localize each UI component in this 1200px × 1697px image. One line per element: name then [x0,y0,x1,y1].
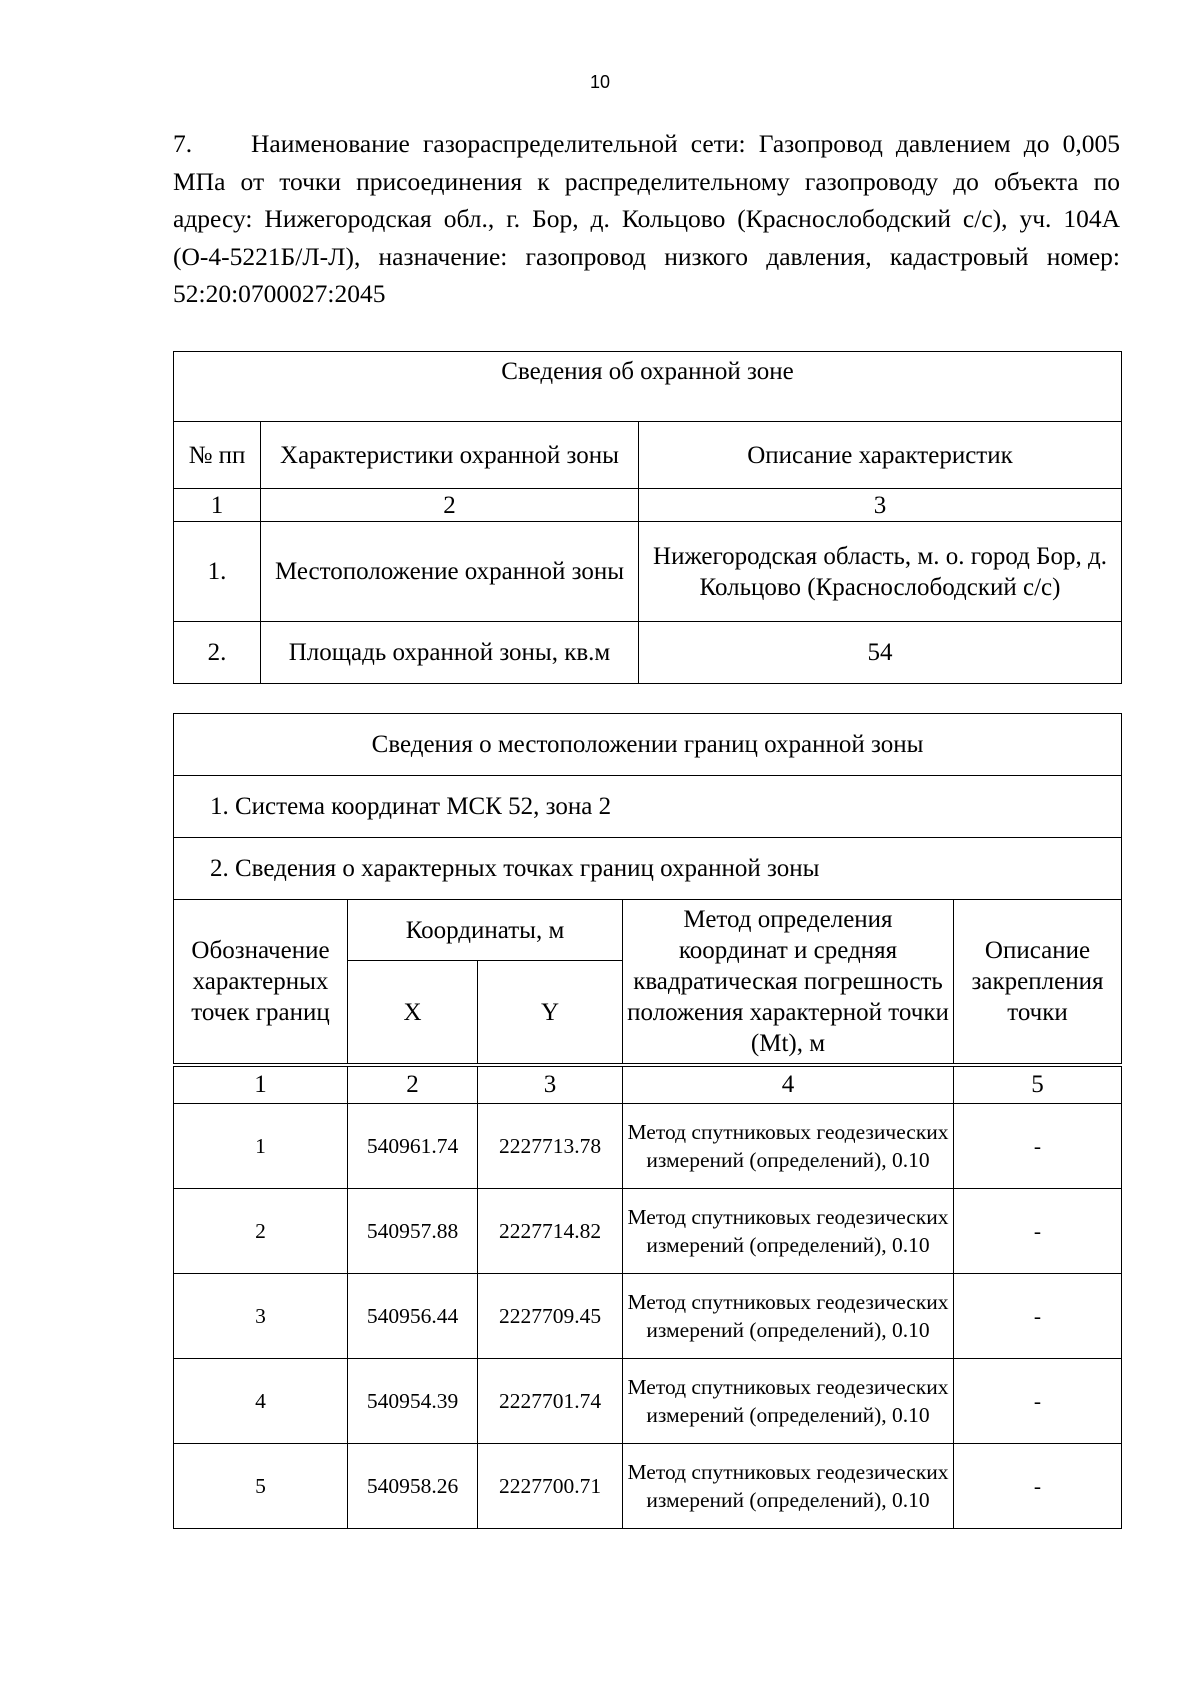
point-fixing: - [954,1189,1122,1274]
point-fixing: - [954,1274,1122,1359]
point-y: 2227713.78 [478,1104,623,1189]
header-fixing: Описание закрепления точки [954,900,1122,1064]
point-y: 2227701.74 [478,1359,623,1444]
header-characteristics: Характеристики охранной зоны [261,422,639,489]
row-number: 1. [174,522,261,622]
point-method: Метод спутниковых геодезических измерений (определений), 0.10 [623,1359,954,1444]
point-fixing: - [954,1359,1122,1444]
boundary-location-table [173,713,1122,1064]
point-id: 4 [174,1359,348,1444]
header-designation: Обозначение характерных точек границ [174,900,348,1064]
protection-zone-table [173,351,1122,684]
header-method: Метод определения координат и средняя квадратическая погрешность положения характерной точки (Mt), м [623,900,954,1064]
index-cell: 2 [348,1067,478,1104]
point-fixing: - [954,1444,1122,1529]
header-y: Y [478,961,623,1064]
header-x: X [348,961,478,1064]
point-fixing: - [954,1104,1122,1189]
point-x: 540954.39 [348,1359,478,1444]
point-id: 1 [174,1104,348,1189]
table-row [174,1274,1122,1359]
row-characteristic: Местоположение охранной зоны [261,522,639,622]
index-cell: 4 [623,1067,954,1104]
point-method: Метод спутниковых геодезических измерений (определений), 0.10 [623,1274,954,1359]
header-description: Описание характеристик [639,422,1122,489]
row-characteristic: Площадь охранной зоны, кв.м [261,622,639,684]
point-method: Метод спутниковых геодезических измерений (определений), 0.10 [623,1189,954,1274]
point-id: 3 [174,1274,348,1359]
row-number: 2. [174,622,261,684]
point-y: 2227709.45 [478,1274,623,1359]
point-x: 540961.74 [348,1104,478,1189]
index-cell: 2 [261,489,639,522]
zone-table-title: Сведения об охранной зоне [174,352,1122,422]
page-number: 10 [589,72,611,92]
point-method: Метод спутниковых геодезических измерений (определений), 0.10 [623,1104,954,1189]
table-row [174,1444,1122,1529]
index-cell: 1 [174,1067,348,1104]
point-x: 540957.88 [348,1189,478,1274]
network-description-paragraph [173,125,1120,313]
paragraph-number: 7. [173,129,193,158]
paragraph-text: Наименование газораспределительной сети: Газопровод давлением до 0,005 МПа от точки присоединения к распределительному газопроводу до объекта по адресу: Нижегородская обл., г. Бор, д. Кольцово (Краснослободский с/с), уч. 104А (О-4-5221Б/Л-Л), назначение: газопровод низкого давления, кадастровый номер: 52:20:0700027:2045 [173,129,1120,308]
row-description: 54 [639,622,1122,684]
coordinate-system: 1. Система координат МСК 52, зона 2 [174,776,1122,838]
table-row [174,1189,1122,1274]
index-cell: 1 [174,489,261,522]
point-id: 5 [174,1444,348,1529]
point-method: Метод спутниковых геодезических измерений (определений), 0.10 [623,1444,954,1529]
point-id: 2 [174,1189,348,1274]
point-y: 2227714.82 [478,1189,623,1274]
row-description: Нижегородская область, м. о. город Бор, д. Кольцово (Краснослободский с/с) [639,522,1122,622]
table-row [174,1104,1122,1189]
index-cell: 3 [478,1067,623,1104]
point-x: 540958.26 [348,1444,478,1529]
index-cell: 3 [639,489,1122,522]
point-x: 540956.44 [348,1274,478,1359]
boundary-table-title: Сведения о местоположении границ охранной зоны [174,714,1122,776]
points-heading: 2. Сведения о характерных точках границ охранной зоны [174,838,1122,900]
header-coordinates: Координаты, м [348,900,623,961]
point-y: 2227700.71 [478,1444,623,1529]
header-number: № пп [174,422,261,489]
table-row [174,1359,1122,1444]
boundary-points-table [173,1066,1122,1529]
index-cell: 5 [954,1067,1122,1104]
